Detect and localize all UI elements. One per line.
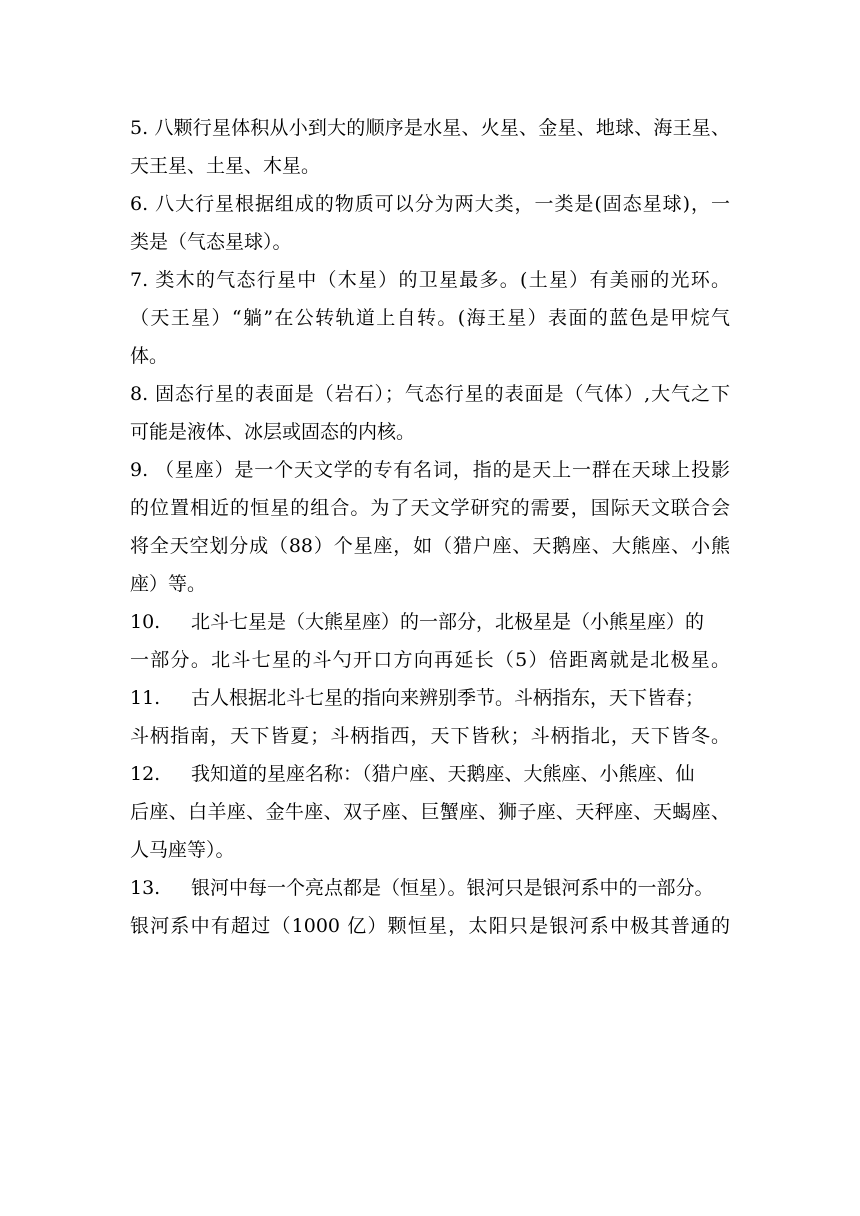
document-page: [130, 109, 730, 945]
text-line: 后座、白羊座、金牛座、双子座、巨蟹座、狮子座、天秤座、天蝎座、: [130, 801, 730, 823]
text-line: 5. 八颗行星体积从小到大的顺序是水星、火星、金星、地球、海王星、: [130, 117, 730, 139]
item-12-line-1: [130, 755, 730, 793]
text-line: 斗柄指南，天下皆夏；斗柄指西，天下皆秋；斗柄指北，天下皆冬。: [130, 725, 730, 747]
item-number: 12.: [130, 763, 161, 785]
text-line: 6. 八大行星根据组成的物质可以分为两大类，一类是(固态星球)，一: [130, 193, 730, 215]
text-line: 银河系中有超过（1000 亿）颗恒星，太阳只是银河系中极其普通的: [130, 915, 730, 937]
item-13-line-1: [130, 869, 730, 907]
item-text: 古人根据北斗七星的指向来辨别季节。斗柄指东，天下皆春；: [191, 687, 705, 709]
text-line: 人马座等）。: [130, 839, 235, 861]
text-line: 9. （星座）是一个天文学的专有名词，指的是天上一群在天球上投影: [130, 459, 730, 481]
text-line: 体。: [130, 345, 169, 367]
text-line: 7. 类木的气态行星中（木星）的卫星最多。(土星）有美丽的光环。: [130, 269, 730, 291]
item-text: 我知道的星座名称：（猎户座、天鹅座、大熊座、小熊座、仙: [191, 763, 695, 785]
item-10-line-1: [130, 603, 730, 641]
text-line: 8. 固态行星的表面是（岩石）；气态行星的表面是（气体）,大气之下: [130, 383, 730, 405]
item-text: 银河中每一个亮点都是（恒星）。银河只是银河系中的一部分。: [191, 877, 714, 899]
item-number: 10.: [130, 611, 161, 633]
text-line: 类是（气态星球）。: [130, 231, 292, 253]
item-text: 北斗七星是（大熊星座）的一部分，北极星是（小熊星座）的: [191, 611, 705, 633]
text-line: 可能是液体、冰层或固态的内核。: [130, 421, 416, 443]
text-line: （天王星）“躺”在公转轨道上自转。(海王星）表面的蓝色是甲烷气: [130, 307, 730, 329]
text-line: 将全天空划分成（88）个星座，如（猎户座、天鹅座、大熊座、小熊: [130, 535, 730, 557]
text-line: 的位置相近的恒星的组合。为了天文学研究的需要，国际天文联合会: [130, 497, 730, 519]
text-line: 天王星、土星、木星。: [130, 155, 321, 177]
text-line: 座）等。: [130, 573, 207, 595]
item-number: 13.: [130, 877, 161, 899]
item-11-line-1: [130, 679, 730, 717]
item-number: 11.: [130, 687, 161, 709]
text-line: 一部分。北斗七星的斗勺开口方向再延长（5）倍距离就是北极星。: [130, 649, 730, 671]
